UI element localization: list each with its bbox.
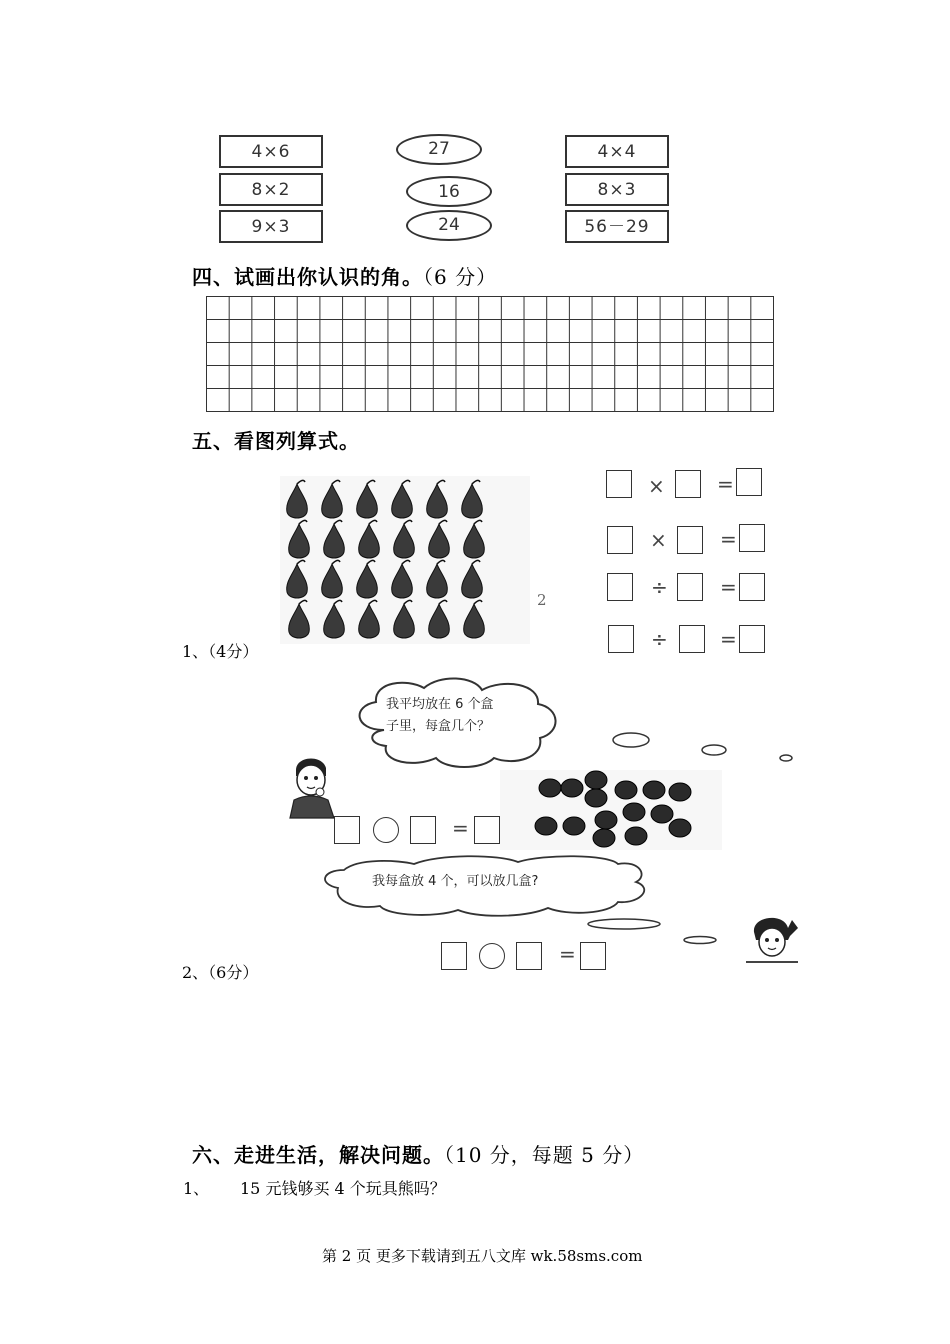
watermelon-icon [561,779,583,797]
question1-label: 1、（4分） [182,642,259,661]
section6-q1-number: 1、 [183,1179,210,1198]
girl-illustration [744,910,800,970]
section6-title: 六、走进生活，解决问题。 [192,1143,444,1167]
operator: ÷ [651,575,668,599]
watermelon-icon [669,819,691,837]
watermelon-icon [535,817,557,835]
match-left-1: 4×6 [219,135,323,168]
match-right-1: 4×4 [565,135,669,168]
equals-sign: = [559,942,576,966]
operator: × [648,474,665,498]
stray-digit: 2 [537,591,547,609]
match-left-3: 9×3 [219,210,323,243]
answer-box[interactable] [739,524,765,552]
operator: × [650,528,667,552]
drawing-grid[interactable] [206,296,774,412]
bubble2-text: 我每盒放 4 个，可以放几盒? [372,874,539,889]
answer-box[interactable] [334,816,360,844]
answer-box[interactable] [516,942,542,970]
thought-bubble-2 [318,854,718,946]
operator-circle[interactable] [373,817,399,843]
answer-box[interactable] [606,470,632,498]
watermelon-icon [585,789,607,807]
answer-box[interactable] [474,816,500,844]
watermelon-icon [669,783,691,801]
answer-box[interactable] [607,573,633,601]
watermelon-icon [563,817,585,835]
watermelon-icon [651,805,673,823]
section5-heading: 五、看图列算式。 [192,429,360,453]
question2-label: 2、（6分） [182,963,259,982]
page-footer: 第 2 页 更多下载请到五八文库 wk.58sms.com [322,1247,643,1265]
answer-box[interactable] [607,526,633,554]
match-left-2: 8×2 [219,173,323,206]
section4-heading [192,261,497,290]
watermelon-icon [623,803,645,821]
answer-box[interactable] [410,816,436,844]
section6-points: （10 分，每题 5 分） [444,1143,645,1167]
watermelon-icon [595,811,617,829]
equals-sign: = [720,627,737,651]
watermelon-icon [593,829,615,847]
equals-sign: = [720,527,737,551]
answer-box[interactable] [677,526,703,554]
answer-box[interactable] [739,625,765,653]
bubble1-line1: 我平均放在 6 个盒 [386,697,494,712]
operator-circle[interactable] [479,943,505,969]
section6-q1-text: 15 元钱够买 4 个玩具熊吗？ [240,1179,446,1198]
answer-box[interactable] [679,625,705,653]
watermelon-icon [643,781,665,799]
answer-box[interactable] [608,625,634,653]
answer-box[interactable] [675,470,701,498]
watermelon-icon [539,779,561,797]
answer-box[interactable] [677,573,703,601]
section4-points: （6 分） [423,265,498,289]
watermelon-icon [615,781,637,799]
match-middle-3: 24 [406,210,492,241]
watermelons-image [500,770,722,850]
match-right-2: 8×3 [565,173,669,206]
answer-box[interactable] [441,942,467,970]
operator: ÷ [651,627,668,651]
match-middle-2: 16 [406,176,492,207]
equals-sign: = [452,816,469,840]
bubble1-line2: 子里，每盒几个？ [386,719,491,734]
pears-image [280,476,530,644]
answer-box[interactable] [580,942,606,970]
section4-title: 四、试画出你认识的角。 [192,265,423,289]
equals-sign: = [717,472,734,496]
bubble1-text [386,694,494,738]
match-right-3: 56－29 [565,210,669,243]
answer-box[interactable] [736,468,762,496]
watermelon-icon [625,827,647,845]
answer-box[interactable] [739,573,765,601]
match-middle-1: 27 [396,134,482,165]
boy-illustration [282,750,342,820]
watermelon-icon [585,771,607,789]
section6-heading [192,1139,644,1168]
equals-sign: = [720,575,737,599]
